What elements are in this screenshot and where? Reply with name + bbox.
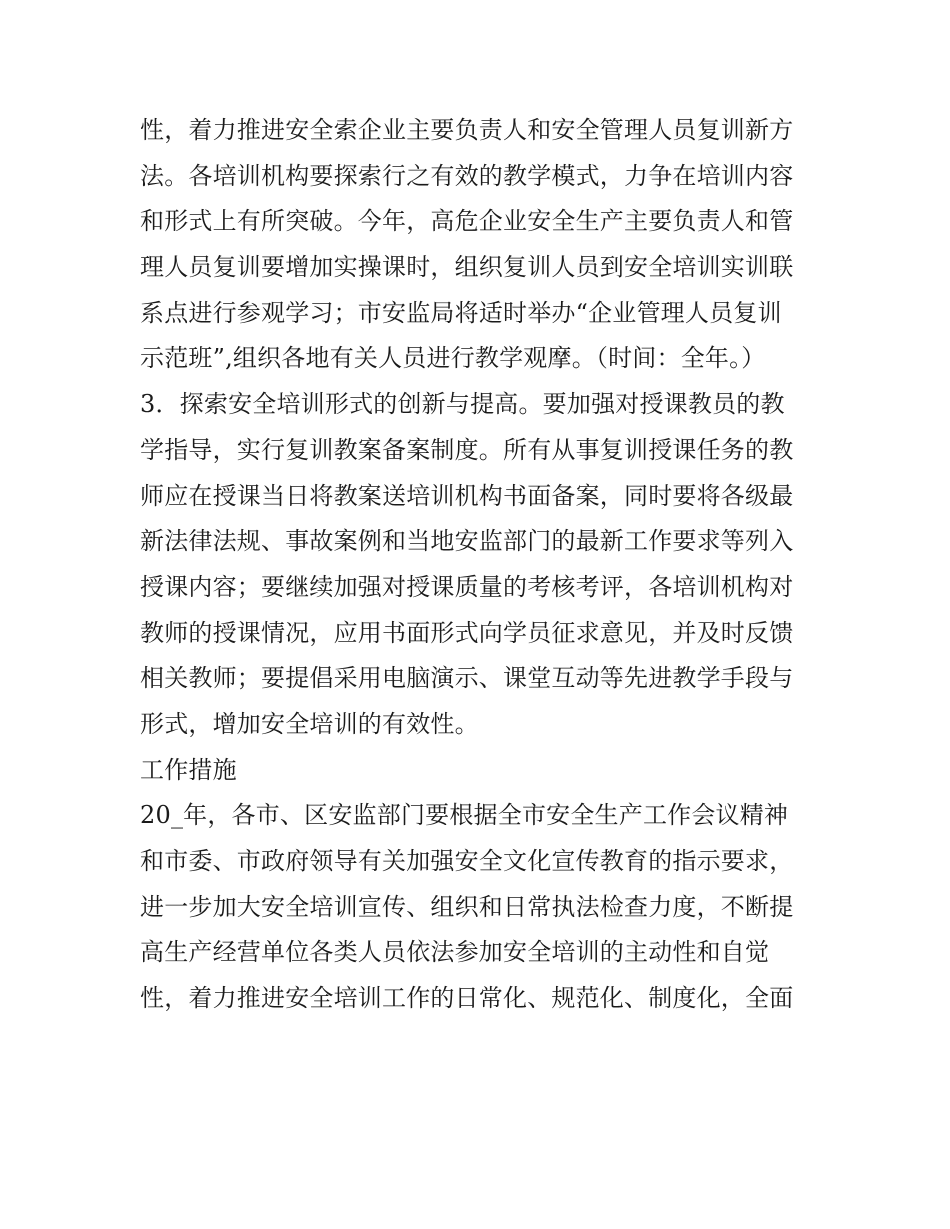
text-line: 相关教师；要提倡采用电脑演示、课堂互动等先进教学手段与 bbox=[140, 664, 794, 693]
text-line: 新法律法规、事故案例和当地安监部门的最新工作要求等列入 bbox=[140, 527, 794, 556]
text-line: 学指导，实行复训教案备案制度。所有从事复训授课任务的教 bbox=[140, 435, 794, 464]
text-line: 教师的授课情况，应用书面形式向学员征求意见，并及时反馈 bbox=[140, 618, 794, 647]
text-line: 示范班”,组织各地有关人员进行教学观摩。（时间：全年。） bbox=[140, 344, 766, 373]
text-line: 3．探索安全培训形式的创新与提高。要加强对授课教员的教 bbox=[140, 390, 785, 419]
text-line: 法。各培训机构要探索行之有效的教学模式，力争在培训内容 bbox=[140, 161, 794, 190]
text-line: 性，着力推进安全索企业主要负责人和安全管理人员复训新方 bbox=[140, 116, 794, 144]
text-line: 20_年，各市、区安监部门要根据全市安全生产工作会议精神 bbox=[140, 801, 789, 830]
text-line: 系点进行参观学习；市安监局将适时举办“企业管理人员复训 bbox=[140, 298, 782, 327]
document-body bbox=[140, 108, 820, 1022]
text-line: 和市委、市政府领导有关加强安全文化宣传教育的指示要求， bbox=[140, 847, 794, 875]
text-line: 和形式上有所突破。今年，高危企业安全生产主要负责人和管 bbox=[140, 207, 794, 236]
text-line: 授课内容；要继续加强对授课质量的考核考评，各培训机构对 bbox=[140, 572, 794, 601]
section-heading: 工作措施 bbox=[140, 755, 237, 784]
text-line: 性，着力推进安全培训工作的日常化、规范化、制度化，全面 bbox=[140, 984, 794, 1013]
text-line: 形式，增加安全培训的有效性。 bbox=[140, 709, 479, 738]
text-line: 进一步加大安全培训宣传、组织和日常执法检查力度，不断提 bbox=[140, 892, 794, 921]
text-line: 高生产经营单位各类人员依法参加安全培训的主动性和自觉 bbox=[140, 938, 770, 967]
text-line: 理人员复训要增加实操课时，组织复训人员到安全培训实训联 bbox=[140, 253, 794, 282]
text-line: 师应在授课当日将教案送培训机构书面备案，同时要将各级最 bbox=[140, 481, 794, 510]
